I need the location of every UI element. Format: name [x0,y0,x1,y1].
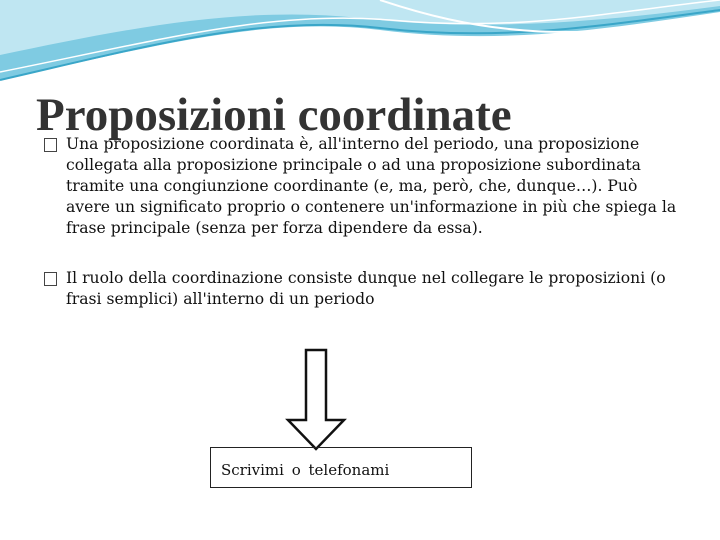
bullet-box-icon [44,272,57,286]
example-box: Scrivimi o telefonami [210,447,472,488]
slide-title: Proposizioni coordinate [36,89,512,141]
bullet-text-role: Il ruolo della coordinazione consiste dunque nel collegare le proposizioni (o frasi semplici) all'interno di un periodo [66,269,666,308]
bullet-box-icon [44,138,57,152]
bullet-item-definition [44,134,684,239]
bullet-text-definition: Una proposizione coordinata è, all'interno del periodo, una proposizione collegata alla proposizione principale o ad una proposizione subordinata tramite una congiunzione coordinante (e, ma, però, che, dunque…). Può avere un significato proprio o contenere un'informazione in più che spiega la frase principale (senza per forza dipendere da essa). [66,135,677,237]
bullet-item-role [44,268,684,310]
bullet-list [44,134,684,339]
down-arrow-icon [268,348,364,452]
